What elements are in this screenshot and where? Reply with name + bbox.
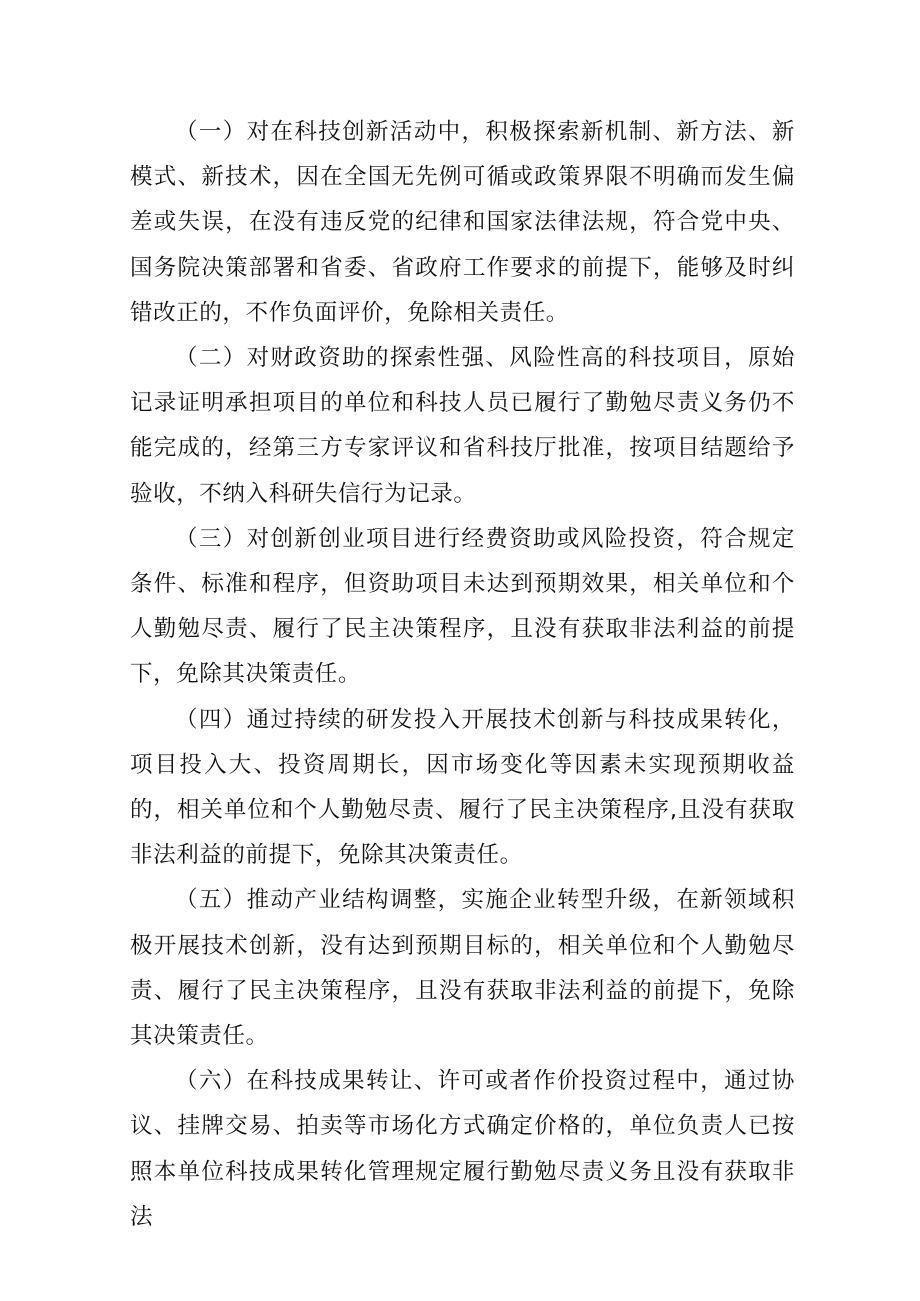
paragraph-2: （二）对财政资助的探索性强、风险性高的科技项目，原始记录证明承担项目的单位和科技人员已履行了勤勉尽责义务仍不能完成的，经第三方专家评议和省科技厅批准，按项目结题给予验收，不纳入科研失信行为记录。 bbox=[130, 345, 795, 507]
paragraph-5: （五）推动产业结构调整，实施企业转型升级，在新领域积极开展技术创新，没有达到预期目标的，相关单位和个人勤勉尽责、履行了民主决策程序，且没有获取非法利益的前提下，免除其决策责任。 bbox=[130, 887, 795, 1050]
paragraph-6: （六）在科技成果转让、许可或者作价投资过程中，通过协议、挂牌交易、拍卖等市场化方式确定价格的，单位负责人已按照本单位科技成果转化管理规定履行勤勉尽责义务且没有获取非法 bbox=[130, 1068, 795, 1230]
paragraph-1: （一）对在科技创新活动中，积极探索新机制、新方法、新模式、新技术，因在全国无先例可循或政策界限不明确而发生偏差或失误，在没有违反党的纪律和国家法律法规，符合党中央、国务院决策部署和省委、省政府工作要求的前提下，能够及时纠错改正的，不作负面评价，免除相关责任。 bbox=[130, 119, 795, 326]
document-body bbox=[130, 110, 795, 1240]
paragraph-3: （三）对创新创业项目进行经费资助或风险投资，符合规定条件、标准和程序，但资助项目未达到预期效果，相关单位和个人勤勉尽责、履行了民主决策程序，且没有获取非法利益的前提下，免除其决策责任。 bbox=[130, 525, 795, 688]
paragraph-4: （四）通过持续的研发投入开展技术创新与科技成果转化，项目投入大、投资周期长，因市场变化等因素未实现预期收益的，相关单位和个人勤勉尽责、履行了民主决策程序,且没有获取非法利益的前提下，免除其决策责任。 bbox=[130, 706, 795, 869]
